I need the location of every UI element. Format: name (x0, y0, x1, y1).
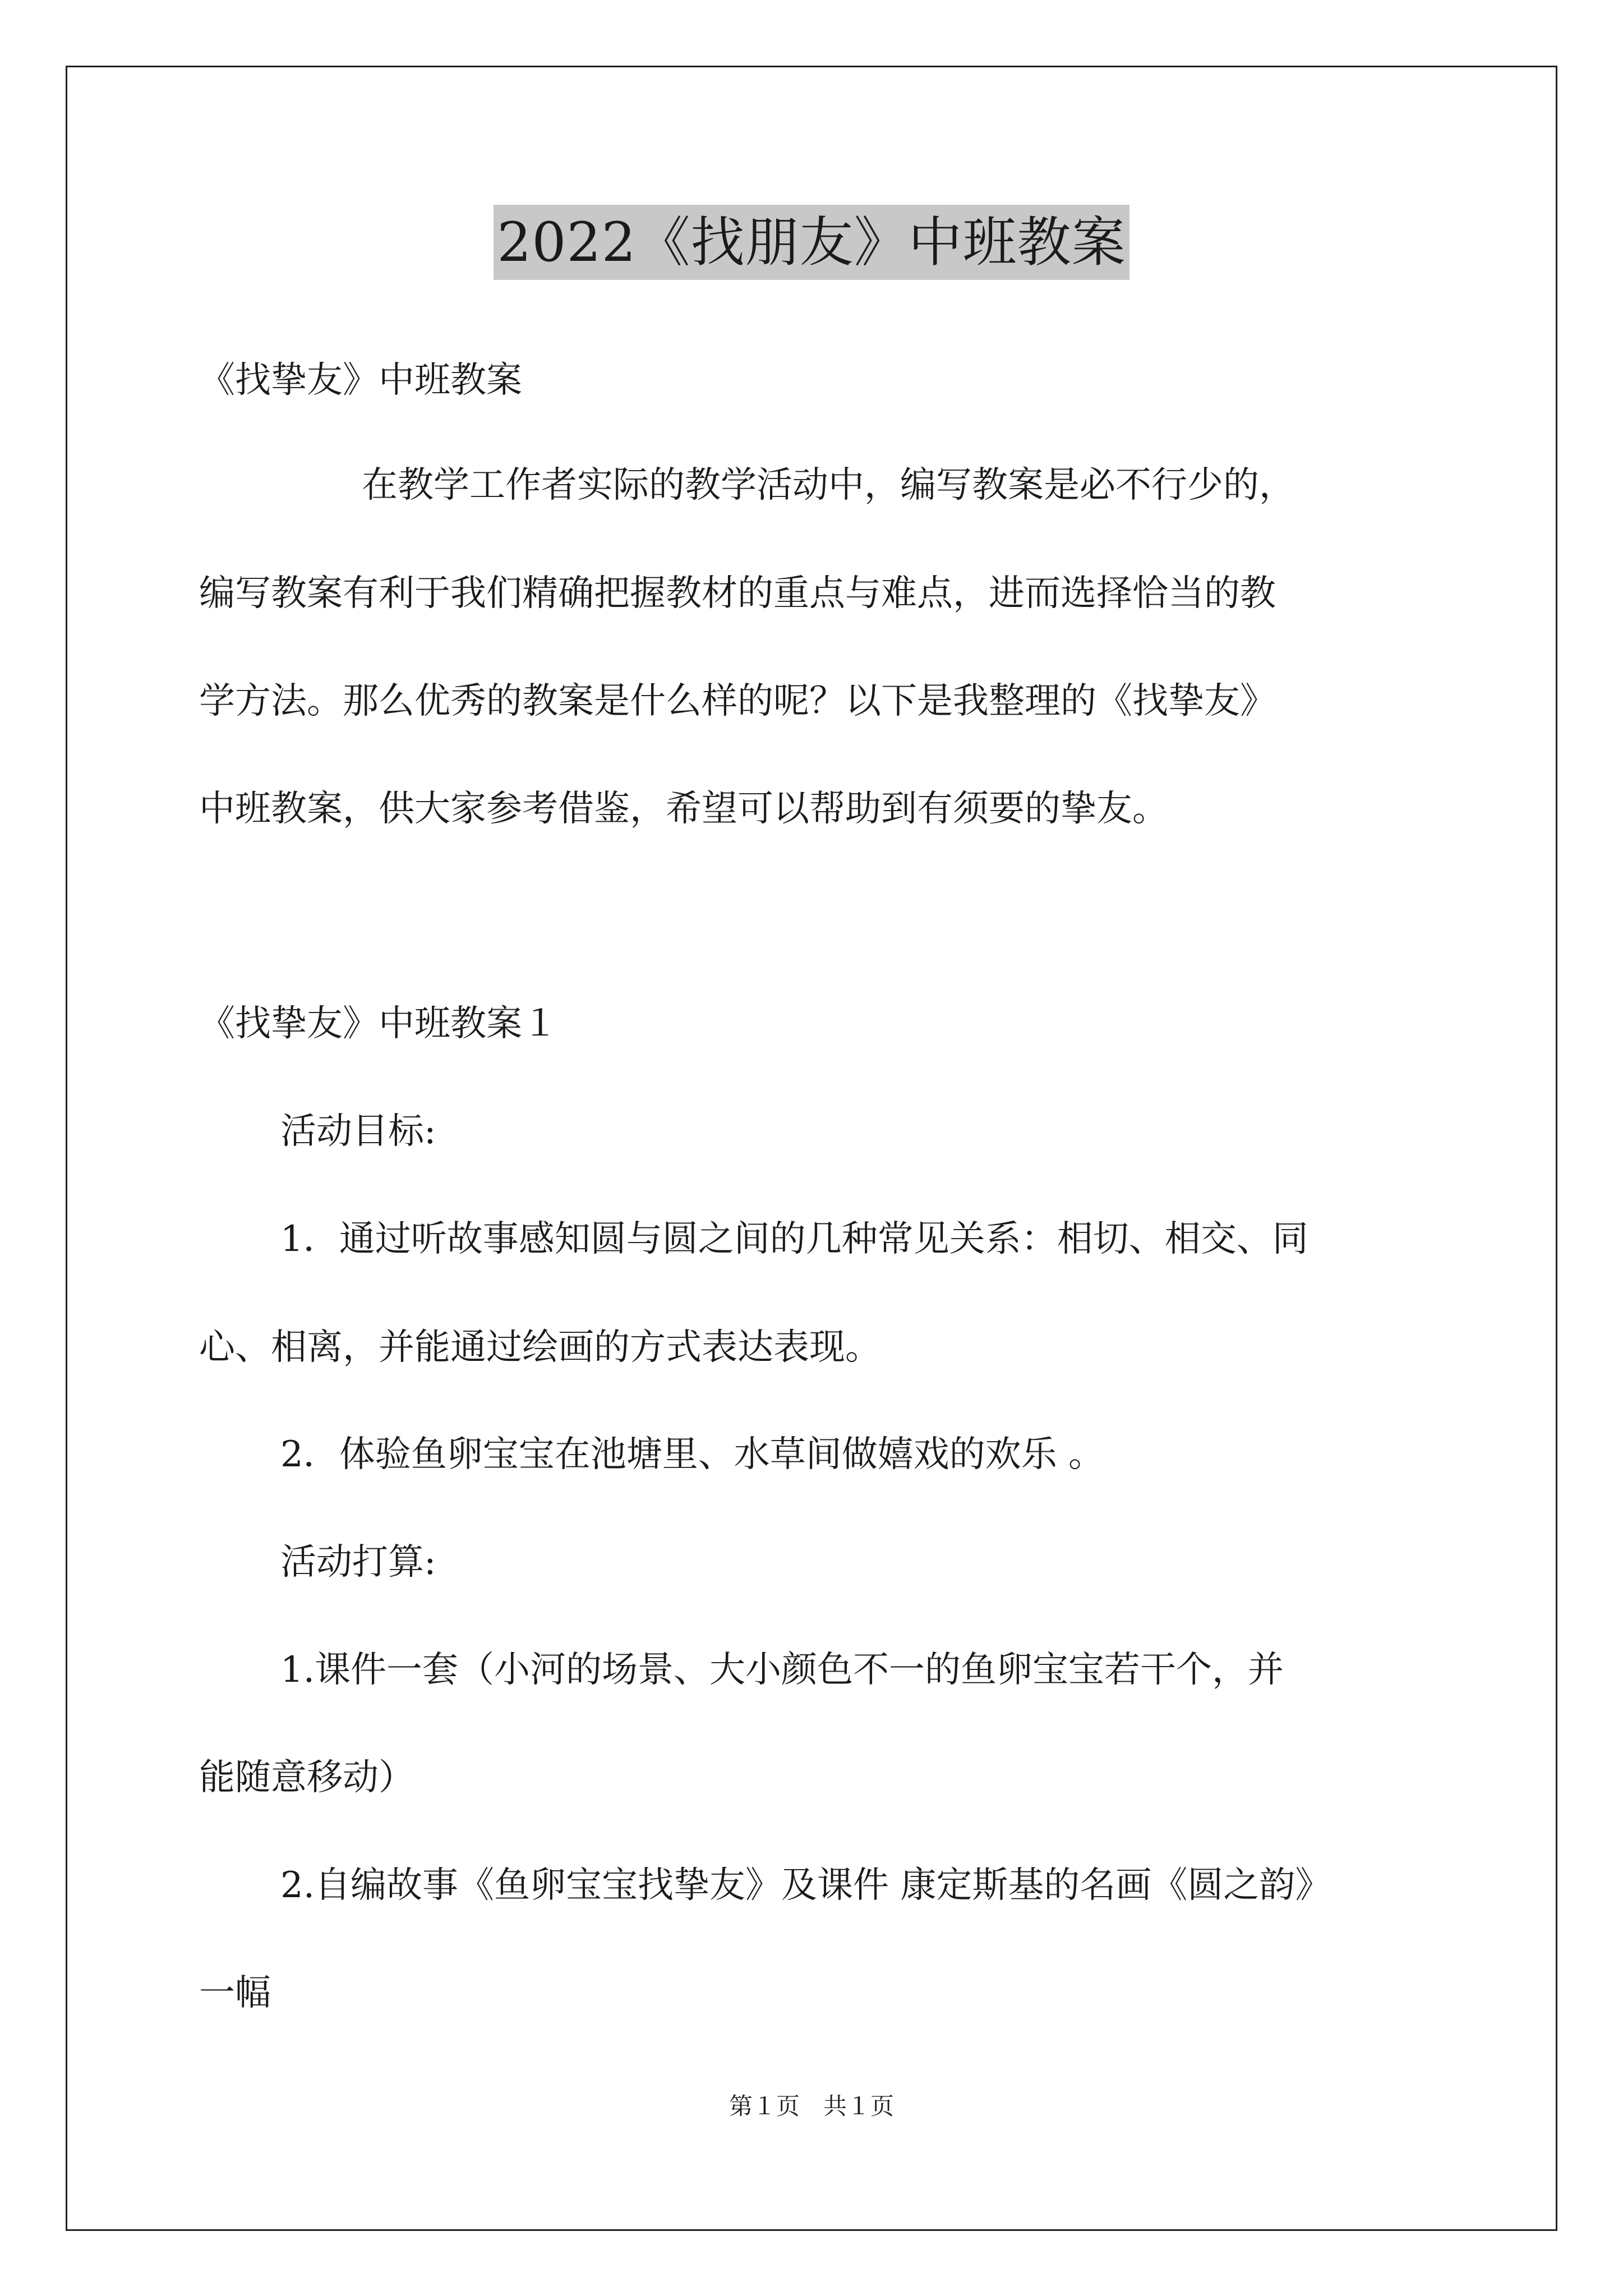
body-line: 心、相离，并能通过绘画的方式表达表现。 (199, 1327, 881, 1368)
section-heading: 《找挚友》中班教案１ (199, 1003, 558, 1045)
document-title: 2022《找朋友》中班教案 (494, 205, 1129, 280)
intro-line: 中班教案，供大家参考借鉴，希望可以帮助到有须要的挚友。 (199, 788, 1168, 830)
body-line: 活动打算: (280, 1542, 436, 1583)
body-line: 能随意移动） (199, 1757, 414, 1798)
intro-line: 在教学工作者实际的教学活动中，编写教案是必不行少的， (362, 464, 1295, 506)
intro-line: 编写教案有利于我们精确把握教材的重点与难点，进而选择恰当的教 (199, 573, 1276, 614)
body-line: 1．通过听故事感知圆与圆之间的几种常见关系：相切、相交、同 (280, 1218, 1308, 1260)
page-footer: 第１页 共１页 (728, 2092, 894, 2120)
body-line: 2.自编故事《鱼卵宝宝找挚友》及课件 康定斯基的名画《圆之韵》 (280, 1865, 1331, 1906)
body-line: 1.课件一套（小河的场景、大小颜色不一的鱼卵宝宝若干个，并 (280, 1649, 1284, 1691)
body-line: 2．体验鱼卵宝宝在池塘里、水草间做嬉戏的欢乐 。 (280, 1434, 1105, 1475)
document-subtitle: 《找挚友》中班教案 (199, 360, 522, 401)
title-container (0, 205, 1623, 280)
intro-line: 学方法。那么优秀的教案是什么样的呢？以下是我整理的《找挚友》 (199, 680, 1276, 722)
body-line: 活动目标: (280, 1111, 436, 1152)
body-line: 一幅 (199, 1972, 271, 2014)
